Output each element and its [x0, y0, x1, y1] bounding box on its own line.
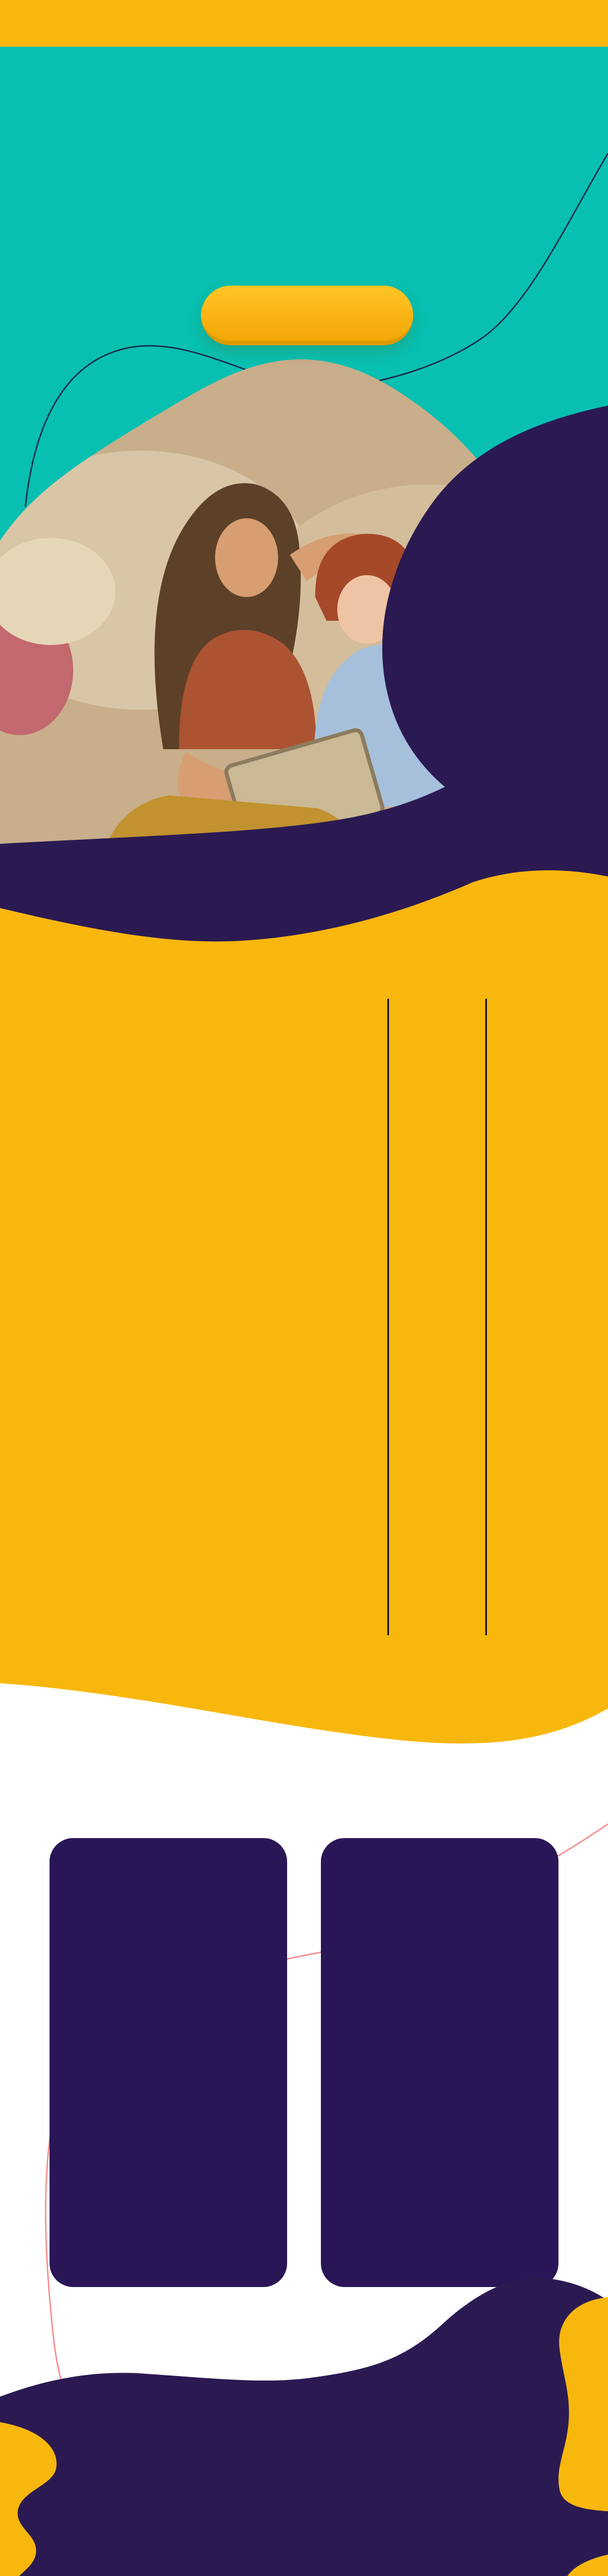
avatar [387, 1861, 492, 1965]
facebook-icon[interactable] [248, 2423, 277, 2452]
cta-button[interactable] [201, 286, 413, 345]
comparison-section [0, 856, 608, 1769]
open-book-icon [302, 911, 364, 980]
hero-section [0, 47, 608, 960]
column-divider [387, 999, 389, 1635]
column-divider [485, 999, 487, 1635]
review-card [321, 1838, 558, 2287]
avatar [116, 1861, 221, 1965]
top-accent-bar [0, 0, 608, 47]
purple-blob-shape [0, 47, 608, 960]
yellow-wave-background [0, 856, 608, 1769]
review-card [50, 1838, 287, 2287]
footer-blob-background [0, 2225, 608, 2576]
instagram-icon[interactable] [324, 2423, 354, 2452]
